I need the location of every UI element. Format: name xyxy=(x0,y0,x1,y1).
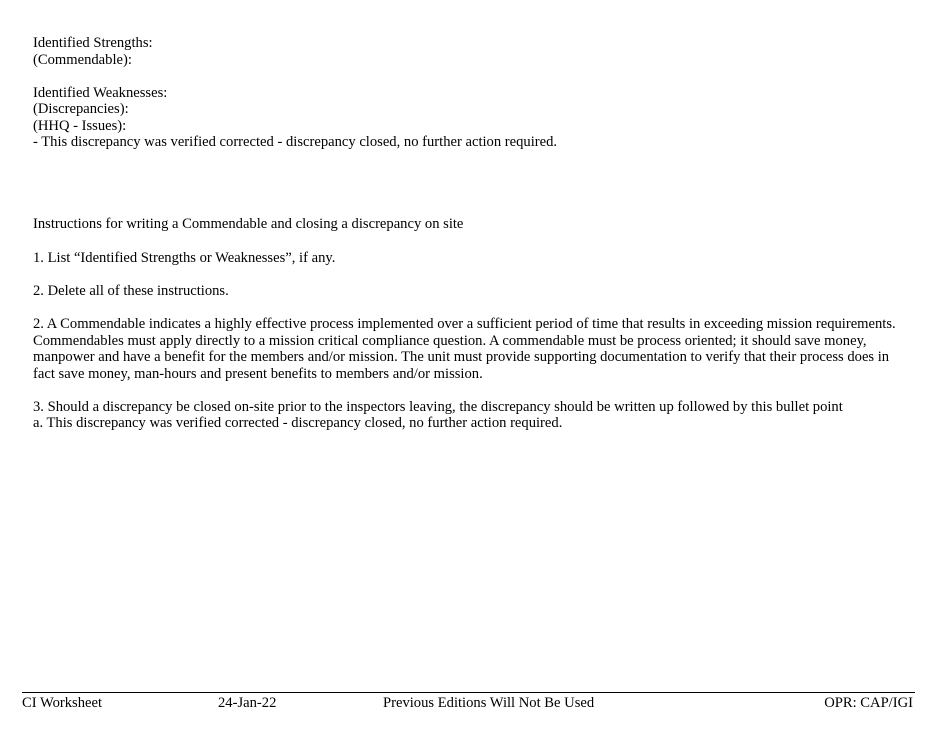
footer-date: 24-Jan-22 xyxy=(218,695,277,711)
instruction-item-3a: a. This discrepancy was verified corrected - discrepancy closed, no further action required. xyxy=(33,415,563,431)
strengths-label: Identified Strengths: xyxy=(33,35,153,51)
weaknesses-label: Identified Weaknesses: xyxy=(33,85,168,101)
footer-form-name: CI Worksheet xyxy=(22,695,103,711)
discrepancy-closed-note: - This discrepancy was verified corrected - discrepancy closed, no further action required. xyxy=(33,134,558,150)
footer-divider xyxy=(22,692,915,693)
instruction-item-commendable: 2. A Commendable indicates a highly effective process implemented over a sufficient period of time that results in exceeding mission requirements. Commendables must apply directly to a mission critical compliance question. A commendable must be process oriented; it should save money, manpower and have a benefit for the members and/or mission. The unit must provide supporting documentation to verify that their process does in fact save money, man-hours and present benefits to members and/or mission. xyxy=(33,316,896,383)
discrepancies-label: (Discrepancies): xyxy=(33,101,129,117)
footer-opr: OPR: CAP/IGI xyxy=(824,695,913,711)
commendable-label: (Commendable): xyxy=(33,52,132,68)
footer-editions-note: Previous Editions Will Not Be Used xyxy=(383,695,595,711)
instruction-item-3: 3. Should a discrepancy be closed on-site prior to the inspectors leaving, the discrepancy should be written up followed by this bullet point xyxy=(33,399,843,415)
instruction-item-2: 2. Delete all of these instructions. xyxy=(33,283,229,299)
instructions-heading: Instructions for writing a Commendable and closing a discrepancy on site xyxy=(33,216,464,232)
hhq-issues-label: (HHQ - Issues): xyxy=(33,118,127,134)
instruction-item-1: 1. List “Identified Strengths or Weaknesses”, if any. xyxy=(33,250,336,266)
